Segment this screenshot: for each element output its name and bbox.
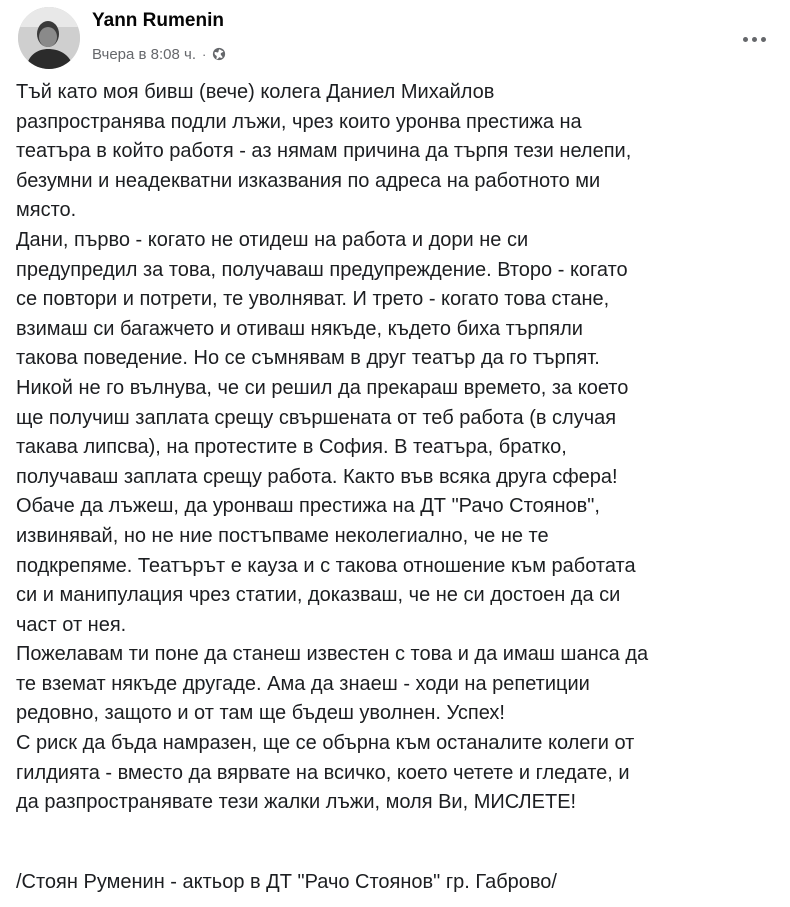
globe-icon[interactable] (212, 47, 226, 61)
post-meta (92, 43, 226, 65)
author-avatar[interactable] (18, 7, 80, 69)
post-text-line: театъра в който работя - аз нямам причина да търпя тези нелепи, (16, 140, 632, 163)
more-options-dot (761, 37, 766, 42)
profile-avatar-icon (18, 7, 80, 69)
post-text-line: подкрепяме. Театърът е кауза и с такова отношение към работата (16, 554, 636, 577)
post-text-line: Никой не го вълнува, че си решил да прекараш времето, за което (16, 376, 629, 399)
post-text-line: такова поведение. Но се съмнявам в друг театър да го търпят. (16, 347, 600, 370)
post-text-line: извинявай, но не ние постъпваме неколегиално, че не те (16, 524, 549, 547)
post-text-line: безумни и неадекватни изказвания по адреса на работното ми (16, 169, 601, 192)
post-signature: /Стоян Руменин - актьор в ДТ "Рачо Стоянов" гр. Габрово/ (16, 871, 557, 893)
post-text-line: редовно, защото и от там ще бъдеш уволнен. Успех! (16, 702, 505, 725)
post-text-line: разпространява подли лъжи, чрез които уронва престижа на (16, 110, 582, 133)
post-text-line: се повтори и потрети, те уволняват. И трето - когато това стане, (16, 288, 610, 311)
post-text-line: получаваш заплата срещу работа. Както във всяка друга сфера! (16, 465, 618, 488)
post-text-line: взимаш си багажчето и отиваш някъде, където биха търпяли (16, 317, 583, 340)
post-text-line: те вземат някъде другаде. Ама да знаеш - ходи на репетиции (16, 672, 590, 695)
meta-separator: · (202, 46, 207, 62)
more-options-icon (743, 37, 748, 42)
post-text-line: си и манипулация чрез статии, доказваш, че не си достоен да си (16, 584, 621, 607)
post-text-line: Пожелавам ти поне да станеш известен с това и да имаш шанса да (16, 643, 649, 666)
post-body (16, 78, 782, 818)
post-text-line: ще получиш заплата срещу свършената от теб работа (в случая (16, 406, 617, 429)
author-name[interactable]: Yann Rumenin (92, 10, 224, 31)
more-options-dot (752, 37, 757, 42)
post-text-line: място. (16, 199, 77, 222)
post-text-line: С риск да бъда намразен, ще се обърна към останалите колеги от (16, 732, 635, 755)
post-text-line: предупредил за това, получаваш предупреждение. Второ - когато (16, 258, 628, 281)
post-text-line: Обаче да лъжеш, да уронваш престижа на ДТ "Рачо Стоянов", (16, 495, 600, 518)
post-text-line: да разпространявате тези жалки лъжи, моля Ви, МИСЛЕТЕ! (16, 791, 577, 814)
more-options-button[interactable] (736, 21, 772, 57)
post-text-line: част от нея. (16, 613, 127, 636)
post-text-line: Тъй като моя бивш (вече) колега Даниел Михайлов (16, 81, 495, 103)
post-header (18, 7, 778, 73)
post-timestamp[interactable]: Вчера в 8:08 ч. (92, 45, 196, 63)
post-text-line: гилдията - вместо да вярвате на всичко, което четете и гледате, и (16, 761, 630, 784)
post-text-line: Дани, първо - когато не отидеш на работа и дори не си (16, 228, 529, 251)
post-text-line: такава липсва), на протестите в София. В театъра, братко, (16, 436, 567, 459)
